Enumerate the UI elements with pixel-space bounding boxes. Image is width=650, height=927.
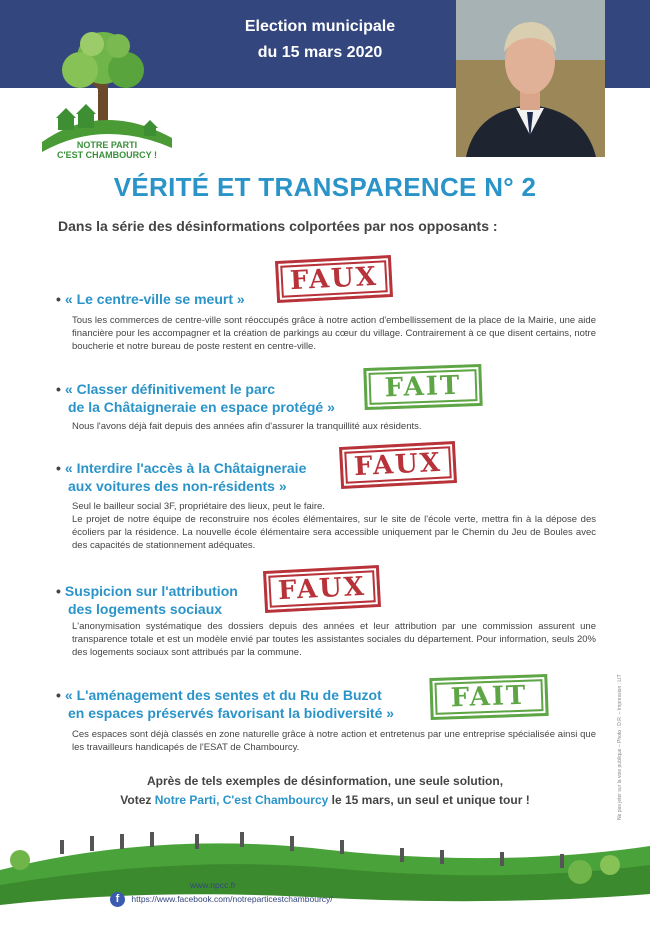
claim-1: • « Le centre-ville se meurt » xyxy=(56,291,245,307)
party-logo-text xyxy=(52,140,162,160)
claim-3-line2: aux voitures des non-résidents » xyxy=(68,478,287,494)
claim-1-text: « Le centre-ville se meurt » xyxy=(64,291,245,307)
election-title xyxy=(200,14,440,66)
claim-5: • « L'aménagement des sentes et du Ru de Buzot en espaces préservés favorisant la biodiversité » xyxy=(56,687,395,721)
page-subtitle: Dans la série des désinformations colportées par nos opposants : xyxy=(58,218,498,234)
conclusion-line1: Après de tels exemples de désinformation, une seule solution, xyxy=(146,774,504,788)
verdict-stamp-4: FAUX xyxy=(263,565,381,613)
footer-crowd-illustration xyxy=(0,810,650,927)
claim-1-explanation: Tous les commerces de centre-ville sont réoccupés grâce à notre action d'embellissement de la place de la Mairie, une aide financière pour les accompagner et la création de parkings au cœur du village. Contrairement à ce que disent certains, notre boucherie et notre bureau de poste restent en centre-ville. xyxy=(72,315,596,352)
claim-3-explanation: Le projet de notre équipe de reconstruire nos écoles élémentaires, sur le site de l'école verte, mettra fin à la dépose des écoliers par la résidence. La nouvelle école élémentaire sera accessible uniquement par le Chemin du Jeu de Boules avec des capacités de stationnement adéquates. xyxy=(72,514,596,551)
page-title: VÉRITÉ ET TRANSPARENCE N° 2 xyxy=(113,172,537,202)
print-legal-note: Ne pas jeter sur la voie publique – Photo : D.R. – Impression : LIT xyxy=(617,674,623,820)
conclusion-line2 xyxy=(0,791,650,810)
verdict-stamp-1: FAUX xyxy=(275,255,393,303)
candidate-portrait-illustration xyxy=(456,0,605,157)
claim-3-explanation-line1: Seul le bailleur social 3F, propriétaire des lieux, peut le faire. xyxy=(72,501,325,512)
claim-2-line2: de la Châtaigneraie en espace protégé » xyxy=(68,399,335,415)
claim-2-line1: « Classer définitivement le parc xyxy=(64,381,275,397)
facebook-row xyxy=(110,892,333,907)
claim-3: • « Interdire l'accès à la Châtaigneraie aux voitures des non-résidents » xyxy=(56,460,307,494)
claim-3-line1: « Interdire l'accès à la Châtaigneraie xyxy=(64,460,307,476)
facebook-link[interactable]: https://www.facebook.com/notreparticestchambourcy/ xyxy=(131,893,333,904)
claim-5-line1: « L'aménagement des sentes et du Ru de Buzot xyxy=(64,687,382,703)
conclusion xyxy=(0,772,650,810)
claim-5-explanation: Ces espaces sont déjà classés en zone naturelle grâce à notre action et entretenus par une entreprise spécialisée ainsi que les travailleurs handicapés de l'ESAT de Chambourcy. xyxy=(72,729,596,753)
claim-4: • Suspicion sur l'attribution des logements sociaux xyxy=(56,583,238,617)
verdict-stamp-3: FAUX xyxy=(339,441,457,489)
claim-5-line2: en espaces préservés favorisant la biodiversité » xyxy=(68,705,395,721)
claim-4-line2: des logements sociaux xyxy=(68,601,223,617)
verdict-stamp-2: FAIT xyxy=(363,364,482,410)
facebook-icon: f xyxy=(110,892,125,907)
website-link[interactable]: www.npcc.fr xyxy=(190,880,236,890)
claim-2: • « Classer définitivement le parc de la Châtaigneraie en espace protégé » xyxy=(56,381,335,415)
election-title-line1: Election municipale xyxy=(244,18,396,35)
election-date: du 15 mars 2020 xyxy=(257,44,383,61)
verdict-stamp-5: FAIT xyxy=(429,674,548,720)
footer-links xyxy=(110,880,333,907)
party-name: Notre Parti, C'est Chambourcy xyxy=(154,793,329,807)
claim-4-line1: Suspicion sur l'attribution xyxy=(64,583,238,599)
candidate-photo xyxy=(456,0,605,157)
logo-line1: NOTRE PARTI xyxy=(76,140,138,150)
conclusion-suffix: le 15 mars, un seul et unique tour ! xyxy=(331,793,530,807)
claim-2-explanation: Nous l'avons déjà fait depuis des années afin d'assurer la tranquillité aux résidents. xyxy=(72,421,422,432)
logo-line2: C'EST CHAMBOURCY ! xyxy=(57,150,157,160)
claim-4-explanation: L'anonymisation systématique des dossiers depuis des années et leur attribution par une commission assurent une transparence totale et est un modèle envié par toutes les assistantes sociales du département. Pour information, seuls 20% des logements sociaux sont attribués par la commune. xyxy=(72,621,596,658)
conclusion-prefix: Votez xyxy=(120,793,152,807)
